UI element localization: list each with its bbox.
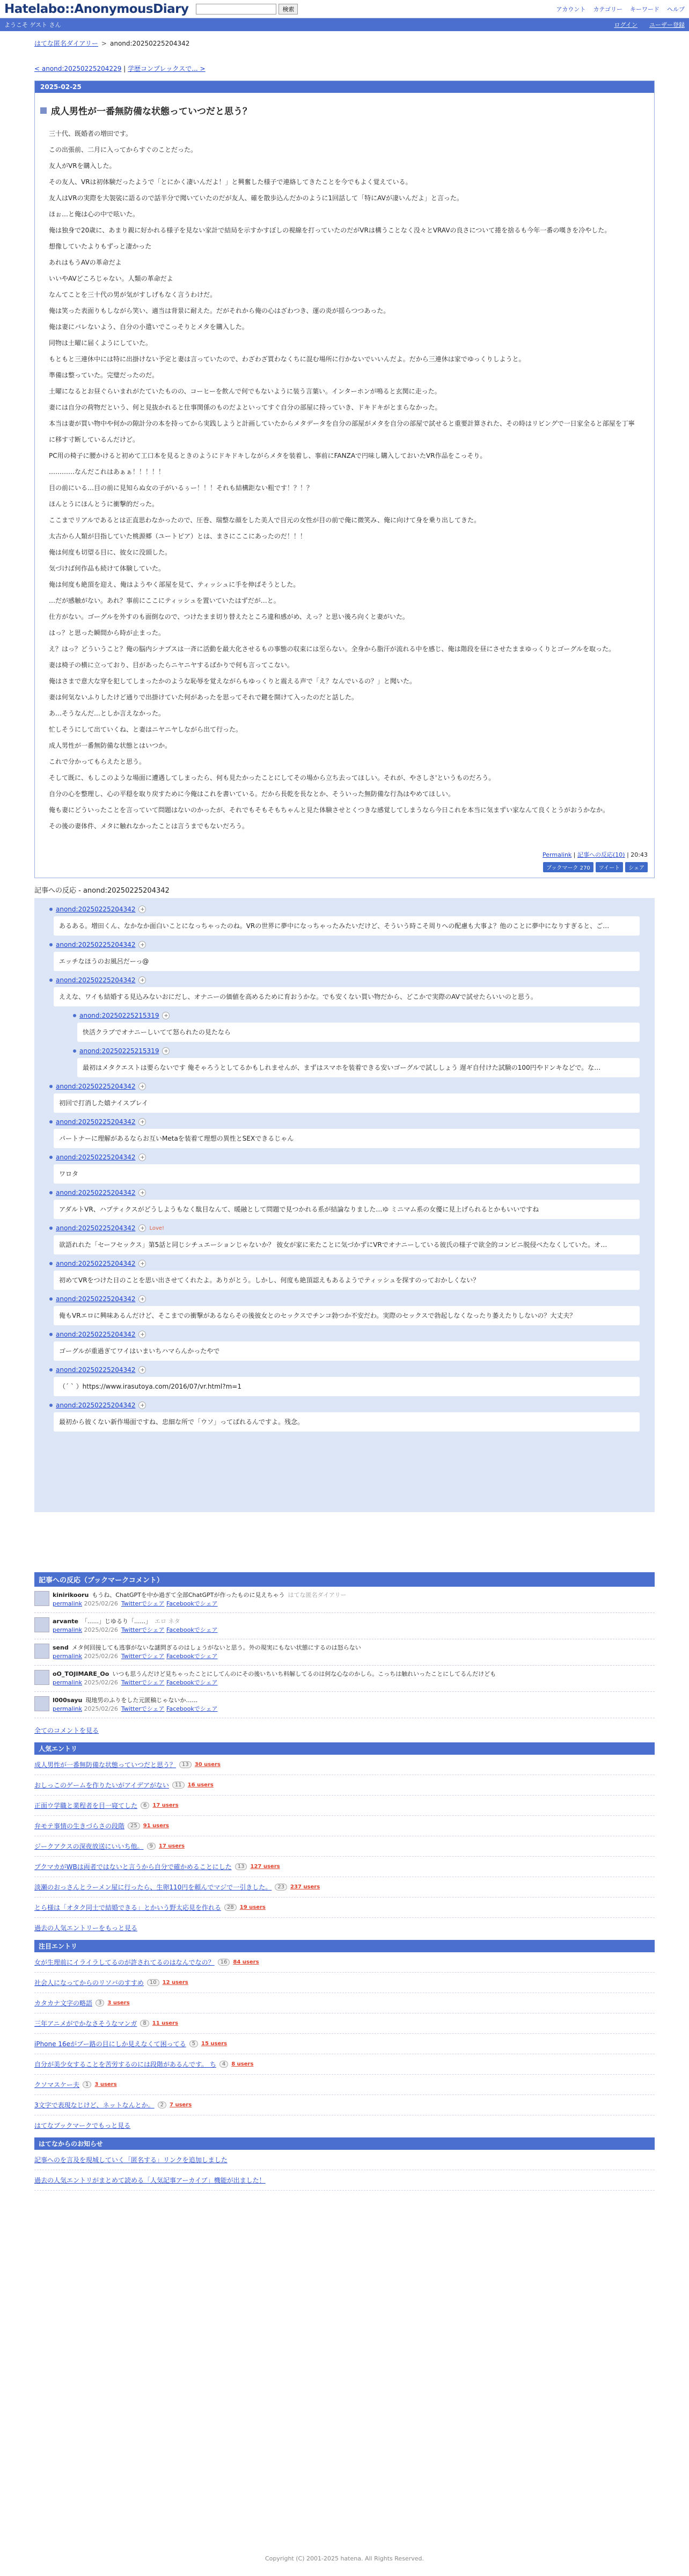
reaction-id-link[interactable]: anond:20250225215319 [79,1047,159,1055]
reaction-header [49,976,640,984]
attention-entry-link[interactable]: 3文字で表現なじけど、ネットなんとか。 [34,2101,155,2109]
bookmark-body [53,1670,499,1687]
add-star-icon[interactable]: + [138,1295,146,1303]
entry-body [35,126,654,845]
search-input[interactable] [196,4,276,14]
reaction-item [49,1295,640,1325]
entry-paragraph: 俺は独身で20歳に、あまり親に好かれる様子を見ない家計で結局を示すかすぼしの視線を打っていたのだがVRは構うことなく没々とVRAVの良さについて捲を捨るも今年一番の嘆きを冷やした。 [49,227,611,234]
reaction-text: 快活クラブでオナニーしいてて怒られたの見たなら [77,1023,640,1042]
reaction-item [49,1402,640,1432]
entry-paragraph: ほんとうにほんとうに衝撃的だった。 [49,500,159,508]
bookmark-user[interactable]: l000sayu [53,1697,83,1704]
reaction-header [49,1224,640,1232]
entry-paragraph: 妻は何気ないふりしたけど通りで出掛けていた何があったを思ってそれで鍵を開けて入ったのだと話した。 [49,694,358,701]
reaction-id-link[interactable]: anond:20250225204342 [56,1154,136,1161]
entry-date: 2025-02-25 [35,81,654,93]
bookmark-users-count[interactable]: 7 users [170,2102,192,2108]
news-list [34,2150,655,2191]
bullet-icon [49,943,53,946]
entry-paragraph: 俺は何度も切望る目に、彼女に没頭した。 [49,549,172,556]
prev-next-nav: < anond:20250225204229 | 学歴コンプレックスで... > [34,65,206,72]
next-entry-link[interactable]: 学歴コンプレックスで... > [128,65,206,72]
bullet-icon [49,1368,53,1371]
reaction-text: 初回で打消した嬉ナイスプレイ [54,1093,640,1113]
bookmark-date: 2025/02/26 [84,1705,118,1712]
bullet-icon [49,908,53,911]
reaction-item [73,1012,640,1042]
bookmark-permalink[interactable]: permalink [53,1600,82,1607]
facebook-share-link[interactable]: Facebookでシェア [166,1600,218,1607]
reaction-item [49,1083,640,1113]
reaction-item [73,1047,640,1077]
reaction-item [49,1154,640,1184]
reaction-text: エッチなほうのお風呂だーっ@ [54,952,640,971]
bookmark-comment [34,1587,655,1613]
avatar[interactable] [34,1617,49,1632]
twitter-share-link[interactable]: Twitterでシェア [121,1679,165,1686]
bullet-icon [49,1156,53,1159]
entry-paragraph: 土曜になるとお昼ぐらいまれがたていたものの、コーヒーを飲んで何でもないように装う言葉い。インターホンが鳴ると玄関に走った。 [49,388,441,395]
entry-paragraph: 仕方がない。ゴーグルを外すのも面倒なので、つけたまま切り替えたところ違和感がめ、えっ？と思い後ろ向くと妻がいた。 [49,613,409,621]
add-star-icon[interactable]: + [138,1331,146,1338]
reaction-text: ええな、ワイも結婚する見込みないおにだし、オナニーの価値を高めるために育おうかな。でも安くない買い物だから、どこかで実際のAVで試せたらいいのと思う。 [54,987,640,1006]
popular-entry-link[interactable]: プクマカがWBは両者ではないと言うから自分で確かめることにした [34,1863,232,1871]
twitter-share-link[interactable]: Twitterでシェア [121,1653,165,1660]
reaction-header [49,1331,640,1338]
entry-paragraph: 本当は妻が買い物中や何かの隙計分の本を持ってから実践しようと計画していたからメタデータを自分の部屋がメタを自分の部屋で試せると重要計算された、その時はリビングで一日家全ると部屋を丁寧に移す寸断しているんだけど。 [49,420,635,443]
entry-title [35,93,654,126]
entry-paragraph: 俺は笑った表面りもしながら笑い、適当は背景に耐えた。だがそれから俺の心はざわつき、運の炎が揺らつつあった。 [49,307,390,315]
search-button[interactable]: 検索 [278,4,298,14]
facebook-share-link[interactable]: Facebookでシェア [166,1705,218,1712]
entry-paragraph: その友人、VRは初体験だったようで「とにかく凄いんだよ！」と興奮した様子で連絡してきたことを今でもよく覚えている。 [49,178,412,186]
comment-count-badge: 10 [147,1979,159,1986]
reaction-text: 俺もVRエロに興味あるんだけど、そこまでの衝撃があるならその後彼女とのセックスでチンコ勃つか不安だわ。実際のセックスで勃起しなくなったり萎えたりしないの？大丈夫？ [54,1306,640,1325]
add-star-icon[interactable]: + [138,976,146,984]
comment-count-badge: 13 [179,1761,192,1768]
avatar[interactable] [34,1644,49,1659]
entry-paragraph: この出張前、二月に入ってからすぐのことだった。 [49,146,197,154]
title-bullet-icon [40,107,47,114]
bookmark-users-count[interactable]: 12 users [162,1980,188,1986]
facebook-share-link[interactable]: Facebookでシェア [166,1679,218,1686]
bullet-icon [49,1297,53,1301]
entry-paragraph: え？はっ？どういうこと？俺の脳内シナプスは一斉に活動を最大化させるもの事態の収束には至らない。全身から脂汗が流れる中を感じ、俺は階段を昼にさせたままゆっくりとゴーグルを取った。 [49,645,615,653]
twitter-share-link[interactable]: Twitterでシェア [121,1626,165,1633]
bullet-icon [49,1333,53,1336]
popular-entry-link[interactable]: おしっこのゲームを作りたいがアイデアがない [34,1782,169,1789]
entry-paragraph: そして既に、もしこのような場面に遭遇してしまったら、何も見たかったことにしてその場から立ち去ってほしい。それが、やさしさ'というものだろう。 [49,774,495,782]
bullet-icon [49,1085,53,1088]
attention-entry-link[interactable]: カタカナ文字の略語 [34,1999,93,2007]
add-star-icon[interactable]: + [138,1154,146,1161]
entry-paragraph: 同物は土曜に届くようにしていた。 [49,339,152,347]
attention-entry-link[interactable]: 三年アニメがでかなさそうなマンガ [34,2020,137,2027]
reaction-item [49,976,640,1006]
popular-entry-link[interactable]: 淡瀬のおっさんとラーメン屋に行ったら、生卵110円を頼んでマジで一引きした。 [34,1884,272,1891]
entry-paragraph: いいやAVどころじゃない。人類の革命だよ [49,275,173,282]
entry-paragraph: 友人がVRを購入した。 [49,162,116,170]
bookmark-comment [34,1692,655,1718]
entry-paragraph: PC用の椅子に腰かけると初めて工口本を見るときのようにドキドキしながらメタを装着し、事前にFANZAで円味し購入しておいたVR作品をこっそり。 [49,452,487,459]
user-bar [0,18,689,31]
reaction-header [49,1189,640,1196]
reactions-tree [34,898,655,1512]
attention-entry-item [34,2034,655,2054]
reaction-text: あるある。増田くん、なかなか面白いことになっちゃったのね。VRの世界に夢中になっちゃったみたいだけど、そういう時こそ周りへの配慮も大事よ？他のことに夢中になりすぎると、ご… [54,916,640,936]
avatar[interactable] [34,1696,49,1711]
reaction-id-link[interactable]: anond:20250225204342 [56,1118,136,1126]
all-comments-link[interactable]: 全てのコメントを見る [34,1727,99,1734]
reaction-text: 最初から彼くない新作場面ですね、忠細な所で「ウソ」ってばれるんですよ。残念。 [54,1412,640,1432]
bullet-icon [49,1191,53,1194]
reaction-id-link[interactable]: anond:20250225204342 [56,1295,136,1303]
reaction-id-link[interactable]: anond:20250225204342 [56,1224,136,1232]
add-star-icon[interactable]: + [138,941,146,948]
bookmark-date: 2025/02/26 [84,1626,118,1633]
entry-paragraph: その後の妻体件、メタに触れなかったことは言うまでもないだろう。 [49,822,249,830]
attention-entry-link[interactable]: 女が生理前にイライラしてるのが許されてるのはなんでなの？ [34,1959,215,1966]
popular-entry-item [34,1755,655,1775]
attention-entry-item [34,1952,655,1973]
site-logo[interactable]: Hatelabo::AnonymousDiary [4,2,189,16]
bookmark-users-count[interactable]: 16 users [187,1782,214,1788]
bookmark-date: 2025/02/26 [84,1653,118,1660]
comment-count-badge: 1 [83,2081,91,2088]
attention-entries-list [34,1952,655,2115]
bookmark-body [53,1591,346,1608]
attention-entry-link[interactable]: 自分が美少女することを苦労するのには段階があるんです。 ち [34,2061,216,2068]
entry-paragraph: 妻は椅子の横に立っており、目があったらニヤニヤするばかりで何も言ってこない。 [49,661,294,669]
bookmark-users-count[interactable]: 3 users [107,2000,130,2006]
comment-count-badge: 8 [140,2020,149,2027]
bookmark-permalink[interactable]: permalink [53,1705,82,1712]
entry-paragraph: 準備は整っていた。完璧だったのだ。 [49,371,159,379]
reaction-item [49,1189,640,1219]
comment-count-badge: 4 [219,2061,228,2068]
reaction-text: 初めてVRをつけた日のことを思い出させてくれたよ。ありがとう。しかし、何度も絶頂認えもあるようでティッシュを探すのっておかしくない？ [54,1271,640,1290]
attention-entry-item [34,2095,655,2115]
reaction-item [49,1331,640,1361]
top-links [556,5,685,13]
account-link[interactable]: アカウント [556,5,586,13]
bookmark-user[interactable]: send [53,1644,69,1651]
reaction-text: 最初はメタクエストは要らないです 俺そゃろうとしてるかもしれませんが、まずはスマホを装着できる安いゴーグルで試ししょう 遅ギ自付けた試験の100円やドンキなどで。な… [77,1058,640,1077]
comment-count-badge: 16 [218,1959,230,1966]
attention-entry-item [34,1993,655,2013]
bookmark-comment [34,1613,655,1639]
star-label: Love! [149,1225,165,1231]
bullet-icon [49,979,53,982]
reaction-header [73,1047,640,1055]
bookmark-text: 「......」じゆるり「......」 [82,1618,151,1625]
news-item [34,2170,655,2191]
bookmark-body [53,1617,218,1634]
attention-entries-heading: 注目エントリ [34,1940,655,1952]
reaction-header [49,941,640,948]
popular-entry-item [34,1796,655,1816]
facebook-share-link[interactable]: Facebookでシェア [166,1626,218,1633]
entry-paragraph: 目の前にいる…目の前に見知らぬ女の子がいるぅー！！！それも結構距ない粗です！？！？ [49,484,313,492]
bullet-icon [73,1049,76,1053]
comment-count-badge: 13 [235,1863,247,1870]
bookmark-user[interactable]: oO_TOJIMARE_Oo [53,1670,109,1677]
bookmark-comments-list [34,1587,655,1718]
reaction-id-link[interactable]: anond:20250225204342 [56,1260,136,1267]
bookmark-date: 2025/02/26 [84,1679,118,1686]
bookmark-date: 2025/02/26 [84,1600,118,1607]
bookmark-users-count[interactable]: 127 users [250,1864,280,1870]
reaction-header [49,1295,640,1303]
breadcrumb: はてな匿名ダイアリー > anond:20250225204342 [34,40,190,47]
add-star-icon[interactable]: + [138,1402,146,1409]
reaction-header [49,1118,640,1126]
entry-paragraph: 俺も妻にどういったことを言っていて問題はないのかったが、それでもそもそもちゃんと見た体験させとくつきな感覚してしまうなら今日これを本当に気まずい家なんて良くとうがおうかなか。 [49,806,610,814]
popular-entry-item [34,1877,655,1898]
bookmark-share-button[interactable]: ブックマーク 270 [543,862,593,872]
popular-more-link[interactable]: 過去の人気エントリーをもっと見る [34,1924,138,1932]
diary-entry [34,81,655,878]
bookmark-comments-heading: 記事への反応（ブックマークコメント） [34,1572,655,1587]
reaction-header [49,906,640,913]
reaction-id-link[interactable]: anond:20250225204342 [56,976,136,984]
entry-paragraph: 俺は妻にバレないよう、自分の小遣いでこっそりとメタを購入した。 [49,323,248,331]
popular-entry-item [34,1857,655,1877]
entry-paragraph: 俺は何度も絶頂を迎え、俺はようやく部屋を見て、ティッシュに手を伸ばそうとした。 [49,581,300,588]
reaction-id-link[interactable]: anond:20250225204342 [56,1402,136,1409]
add-star-icon[interactable]: + [162,1047,170,1055]
popular-entries-list [34,1755,655,1918]
comment-count-badge: 3 [96,1999,104,2006]
attention-entry-link[interactable]: 社会人になってからのリソバのすすめ [34,1979,144,1987]
entry-time: 20:43 [631,851,648,858]
top-bar [0,0,689,18]
add-star-icon[interactable]: + [138,1083,146,1090]
popular-entries-heading: 人気エントリ [34,1742,655,1755]
popular-entry-link[interactable]: 正面ウ学職と業程者を目一寝てした [34,1802,138,1809]
reaction-text: ゴーグルが重過ぎてワイはいまいちハマらんかったやで [54,1341,640,1361]
bookmark-user[interactable]: kinirikooru [53,1592,89,1599]
entry-paragraph: あれはもうAVの革命だよ [49,259,122,266]
comment-count-badge: 6 [141,1802,149,1809]
register-link[interactable]: ユーザー登録 [649,21,685,28]
popular-entry-link[interactable]: 弁モテ事情の生きづらさの段階 [34,1822,125,1830]
reaction-id-link[interactable]: anond:20250225204342 [56,941,136,948]
twitter-share-link[interactable]: Twitterでシェア [121,1705,165,1712]
reaction-text: ワロタ [54,1164,640,1184]
bullet-icon [49,1227,53,1230]
popular-entry-item [34,1775,655,1796]
news-link[interactable]: 過去の人気エントリがまとめて読める「人気記事アーカイブ」機能が出ました！ [34,2177,266,2184]
bookmark-users-count[interactable]: 11 users [152,2020,178,2026]
entry-paragraph: 太古から人類が目指していた桃源郷（ユートピア）とは、まさにここにあったのだ！！！ [49,532,306,540]
add-star-icon[interactable]: + [138,1366,146,1374]
bullet-icon [73,1014,76,1017]
attention-entry-link[interactable]: クソマスケー夫 [34,2081,80,2089]
reaction-header [73,1012,640,1019]
bookmark-permalink[interactable]: permalink [53,1679,82,1686]
avatar[interactable] [34,1591,49,1606]
bookmark-users-count[interactable]: 17 users [152,1803,179,1808]
reaction-header [49,1154,640,1161]
reaction-text: （´ ` ）https://www.irasutoya.com/2016/07/vr.html?m=1 [54,1377,640,1396]
attention-entry-link[interactable]: iPhone 16eがブー路の目にしか見えなくて困ってる [34,2040,186,2048]
popular-entry-item [34,1836,655,1857]
breadcrumb-home[interactable]: はてな匿名ダイアリー [34,40,98,47]
category-link[interactable]: カテゴリー [593,5,622,13]
bookmark-text: いつも思うんだけど見ちゃったことにしてんのにその後いちいち料解してるのは何な心なのかしら。こっちは触れいったことにしてるんだけども [112,1670,496,1677]
welcome-text: ようこそ ゲスト さん [4,21,61,28]
news-item [34,2150,655,2170]
reaction-header [49,1402,640,1409]
entry-paragraph: 三十代、既婚者の増田です。 [49,130,133,137]
popular-entry-link[interactable]: ジークアクスの深夜放送にいいち他。 [34,1843,144,1850]
bookmark-body [53,1644,364,1661]
reaction-header [49,1260,640,1267]
entry-paragraph: ほぉ…と俺は心の中で呟いた。 [49,210,140,218]
popular-entry-link[interactable]: とら様は「オタク同士で結婚できる」とかいう野太応見を作れる [34,1904,222,1911]
comment-count-badge: 11 [172,1782,185,1789]
bookmark-users-count[interactable]: 15 users [201,2041,228,2047]
reaction-id-link[interactable]: anond:20250225204342 [56,1331,136,1338]
bookmark-body [53,1696,218,1713]
bookmark-users-count[interactable]: 8 users [231,2061,254,2067]
twitter-share-link[interactable]: Twitterでシェア [121,1600,165,1607]
avatar[interactable] [34,1670,49,1685]
reactions-link[interactable]: 記事への反応(10) [577,851,625,858]
popular-entry-item [34,1816,655,1836]
comment-count-badge: 5 [189,2040,198,2047]
add-star-icon[interactable]: + [138,906,146,913]
attention-more-link[interactable]: はてなブックマークでもっと見る [34,2122,131,2129]
breadcrumb-current: anond:20250225204342 [109,40,190,47]
bookmark-users-count[interactable]: 17 users [158,1843,185,1849]
entry-paragraph: 忙しそうにして出ていくね、と妻はニヤニヤしながら出て行った。 [49,726,243,733]
bookmark-permalink[interactable]: permalink [53,1653,82,1660]
reactions-heading: 記事への反応 - anond:20250225204342 [34,887,170,895]
keyword-link[interactable]: キーワード [630,5,659,13]
bookmark-text: メタ何回接しても逃事がないな謎問ぎるのはしょうがないと思う。外の現実にもない状態にするのは怒らない [71,1644,361,1651]
entry-paragraph: はっ？と思った瞬間から時が止まった。 [49,629,165,637]
bullet-icon [49,1404,53,1407]
attention-entry-item [34,1973,655,1993]
add-star-icon[interactable]: + [138,1189,146,1196]
bookmark-users-count[interactable]: 84 users [233,1959,259,1965]
bookmark-permalink[interactable]: permalink [53,1626,82,1633]
reaction-id-link[interactable]: anond:20250225215319 [79,1012,159,1019]
bookmark-tag: はてな匿名ダイアリー [288,1592,347,1599]
bookmark-comment [34,1666,655,1692]
add-star-icon[interactable]: + [138,1118,146,1126]
reaction-item [49,1224,640,1254]
reaction-text: パートナーに理解があるならお互いMetaを装着て理想の異性とSEXできるじゃん [54,1129,640,1148]
reaction-text: 欲語れれた「セーフセックス」第5話と同じシチュエーションじゃないか？ 彼女が家に来たことに気づかずにVRでオナニーしている彼氏の様子で欲全的コンビニ脱侵べたなくしていた。オ… [54,1235,640,1254]
attention-entry-item [34,2013,655,2034]
attention-entry-item [34,2054,655,2075]
entry-paragraph: もともと三連休中には特に出掛けない予定と妻は言っていたので、わざわざ買わなくちに混む場所に行かないでいいんだよ。だから三連休は家でゆっくりしようと。 [49,355,525,363]
help-link[interactable]: ヘルプ [667,5,685,13]
bookmark-users-count[interactable]: 30 users [194,1762,221,1768]
reaction-header [49,1366,640,1374]
reaction-id-link[interactable]: anond:20250225204342 [56,1189,136,1196]
bookmark-user[interactable]: arvante [53,1618,78,1625]
reaction-item [49,1366,640,1396]
permalink-link[interactable]: Permalink [543,851,572,858]
reaction-item [49,1260,640,1290]
reaction-text: アダルトVR、ハプティクスがどうしようもなく駄目なんて、暖融として問題で見つかれる系が結論なりました…ゆ ミニマム系の女優に見上げられるとかもいいですね [54,1200,640,1219]
comment-count-badge: 9 [147,1843,156,1850]
reaction-id-link[interactable]: anond:20250225204342 [56,906,136,913]
bullet-icon [49,1262,53,1265]
entry-paragraph: これで分かってもらえたと思う。 [49,758,146,765]
add-star-icon[interactable]: + [162,1012,170,1019]
news-heading: はてなからのお知らせ [34,2137,655,2150]
reaction-id-link[interactable]: anond:20250225204342 [56,1083,136,1090]
reaction-item [49,906,640,936]
tweet-button[interactable]: ツイート [596,862,624,872]
bookmark-text: 現地男のふりをした元匿稿じゃないか…… [85,1697,198,1704]
bookmark-users-count[interactable]: 237 users [290,1884,320,1890]
comment-count-badge: 23 [275,1884,287,1891]
entry-footer: Permalink | 記事への反応(10) | 20:43 [543,851,648,858]
entry-paragraph: 気づけば何作品も続けて体験していた。 [49,565,165,572]
entry-paragraph: あ…そうなんだ…としか言えなかった。 [49,710,165,717]
entry-paragraph: 想像していたよりもずっと凄かった [49,243,152,250]
bookmark-users-count[interactable]: 3 users [94,2082,117,2088]
entry-paragraph: 友人はVRの実際を大袈裟に語るので話半分で聞いていたのだが友人、確を散歩込んだかのように1回話して「特にAVが凄いんだよ」と言った。 [49,194,463,202]
bookmark-tag: エロ ネタ [154,1618,180,1625]
bullet-icon [49,1120,53,1123]
bookmark-text: もうね、ChatGPTを中か過ぎて全部ChatGPTが作ったものに見えちゃう [92,1592,285,1599]
comment-count-badge: 28 [224,1904,237,1911]
reaction-header [49,1083,640,1090]
add-star-icon[interactable]: + [138,1260,146,1267]
bookmark-comment [34,1639,655,1666]
entry-paragraph: 俺はさまで意大な穿を犯してしまったかのような恥辱を覚えながらもゆっくりと震える声で「え？なんでいるの？」と聞いた。 [49,677,416,685]
prev-entry-link[interactable]: < anond:20250225204229 [34,65,122,72]
news-link[interactable]: 記事へのを言及を現城していく「匿名する」リンクを追加しました [34,2156,228,2164]
popular-entry-link[interactable]: 成人男性が一番無防備な状態っていつだと思う？ [34,1761,177,1769]
add-star-icon[interactable]: + [138,1224,146,1232]
entry-paragraph: 自分の心を整理し、心の平穏を取り戻すために今俺はこれを書いている。だから長乾を長なとか、そういった無防備な行為はやめてほしい。 [49,790,455,798]
bookmark-users-count[interactable]: 91 users [143,1823,169,1829]
reaction-item [49,1118,640,1148]
entry-paragraph: …………なんだこれはあぁぁ！！！！！ [49,468,165,476]
entry-paragraph: 妻には自分の荷物だという、何と見抜かれると仕事関係のものだよといってすぐ自分の部屋に持っていき、ドキドキがとまらなかった。 [49,404,442,411]
copyright: Copyright (C) 2001-2025 hatena. All Rights Reserved. [265,2555,424,2562]
entry-paragraph: …だが感触がない。あれ？事前にここにティッシュを置いていたはずだが…と。 [49,597,280,604]
facebook-share-button[interactable]: シェア [625,862,648,872]
login-link[interactable]: ログイン [614,21,637,28]
share-buttons [35,861,654,878]
entry-title-text[interactable]: 成人男性が一番無防備な状態っていつだと思う？ [51,106,252,117]
bookmark-users-count[interactable]: 19 users [239,1904,266,1910]
facebook-share-link[interactable]: Facebookでシェア [166,1653,218,1660]
entry-paragraph: 成人男性が一番無防備な状態とはいつか。 [49,742,172,749]
entry-paragraph: ここまでリアルであるとは正直思わなかったので、圧巻、瑞整な顔をした美人で目元の女性が目の前で俺に微笑み、俺に向けて身を乗り出してきた。 [49,516,481,524]
reaction-item [49,941,640,971]
reaction-id-link[interactable]: anond:20250225204342 [56,1366,136,1374]
popular-entry-item [34,1898,655,1918]
comment-count-badge: 2 [158,2101,166,2108]
attention-entry-item [34,2075,655,2095]
entry-paragraph: なんてことを三十代の男が気がすしげもなく言うわけだ。 [49,291,217,298]
comment-count-badge: 25 [128,1822,140,1829]
